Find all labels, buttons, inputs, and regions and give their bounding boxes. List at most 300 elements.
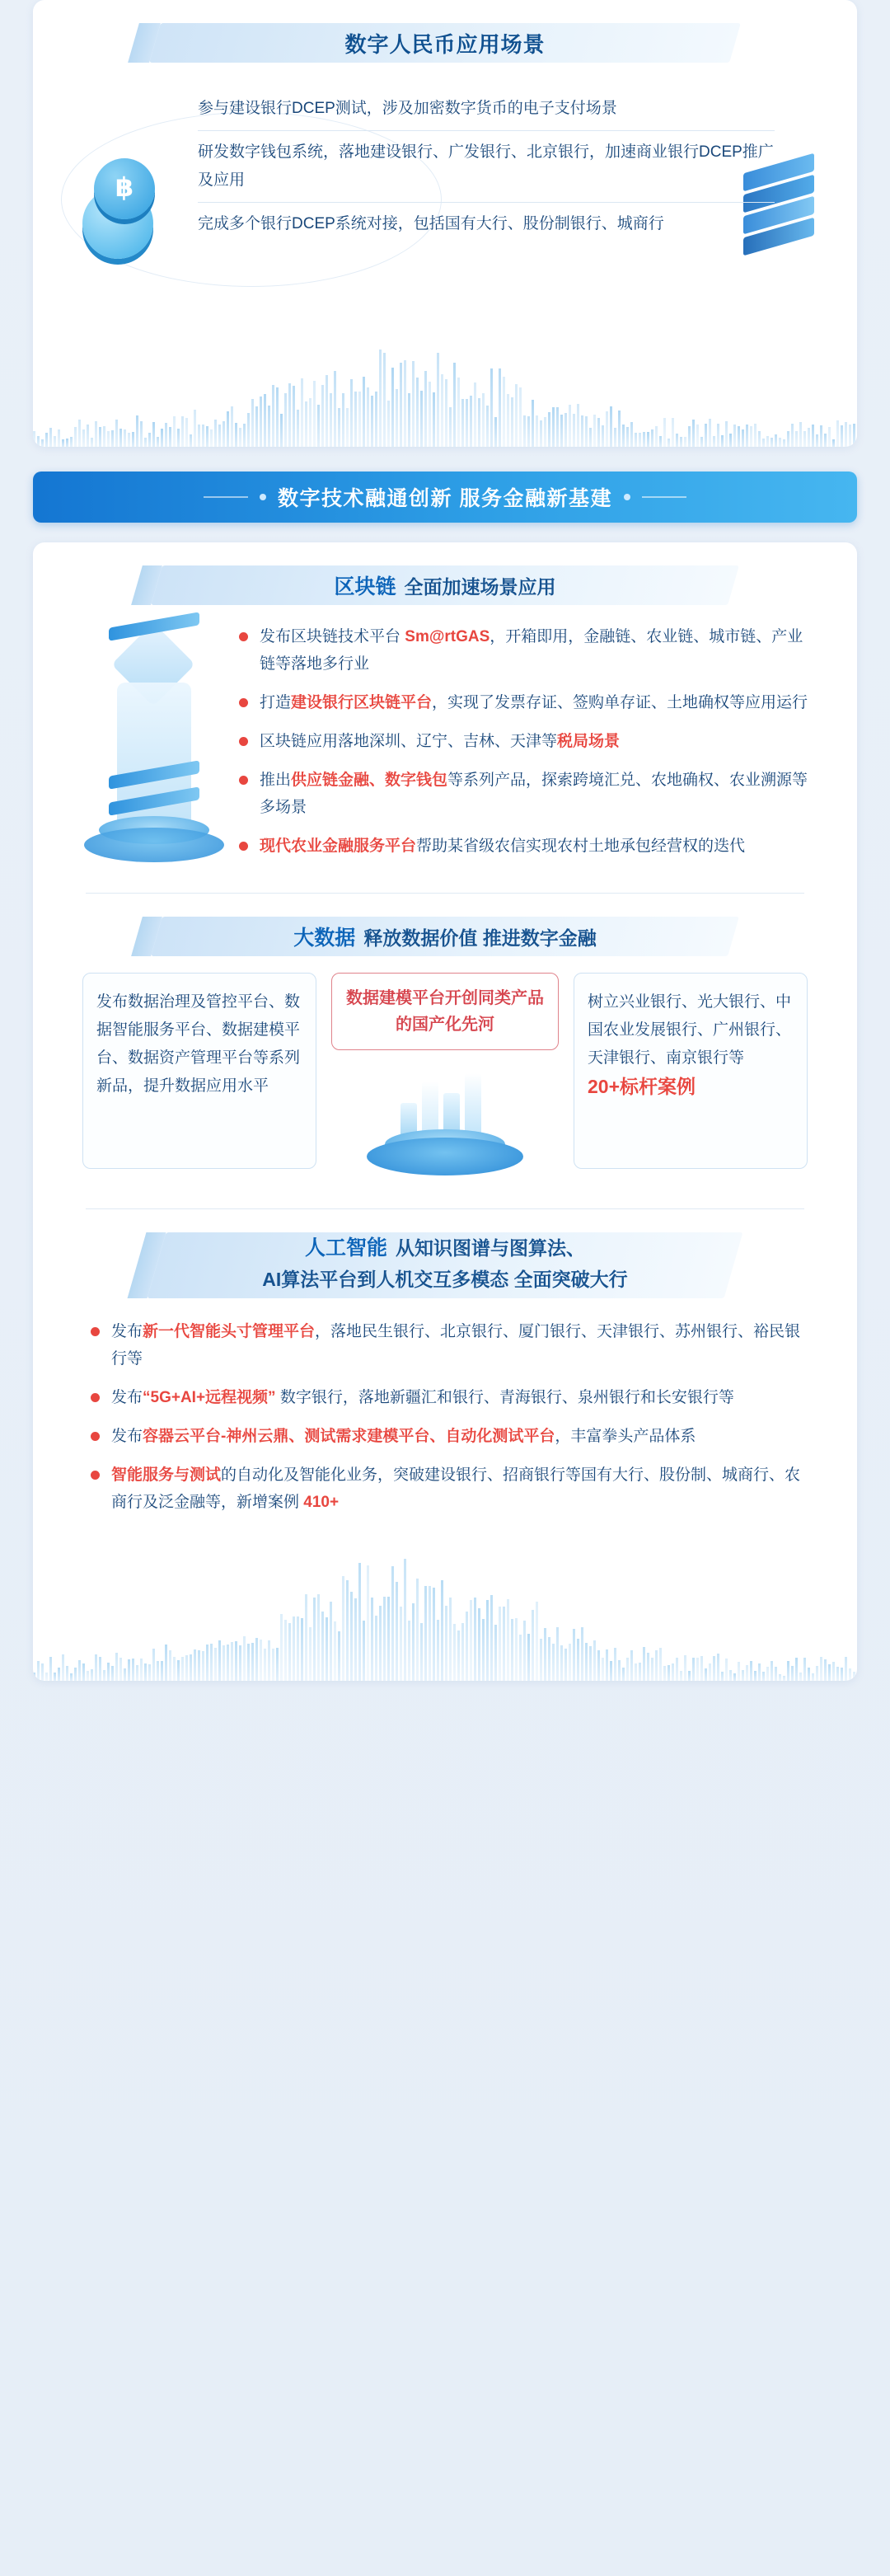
skyline-bar — [350, 1592, 353, 1681]
skyline-bar — [433, 392, 435, 447]
skyline-bar — [754, 424, 756, 447]
skyline-decoration — [33, 348, 857, 447]
skyline-bar — [280, 1614, 283, 1681]
skyline-bar — [552, 1644, 555, 1681]
skyline-bar — [37, 1661, 40, 1681]
skyline-bar — [832, 1662, 835, 1681]
page-title: 数字人民币应用场景 — [344, 31, 546, 57]
skyline-bar — [742, 429, 744, 447]
skyline-bar — [128, 1659, 130, 1681]
skyline-bar — [391, 368, 394, 447]
skyline-bar — [177, 1660, 180, 1681]
skyline-bar — [231, 1642, 233, 1681]
skyline-bar — [227, 1645, 229, 1681]
skyline-bar — [420, 391, 423, 447]
skyline-bar — [527, 1634, 530, 1681]
skyline-bar — [832, 439, 835, 447]
skyline-bar — [651, 429, 653, 447]
bullet-dot-icon — [239, 698, 248, 707]
skyline-bar — [82, 1663, 85, 1681]
skyline-bar — [144, 438, 147, 447]
digital-tech-card — [33, 542, 857, 1681]
skyline-bar — [824, 1659, 827, 1681]
skyline-bar — [457, 378, 460, 447]
skyline-bar — [330, 393, 332, 447]
skyline-bar — [157, 437, 159, 447]
skyline-bar — [74, 1668, 77, 1681]
skyline-bar — [499, 1607, 501, 1681]
skyline-bar — [58, 429, 60, 447]
skyline-bar — [202, 425, 204, 447]
skyline-bar — [239, 1645, 241, 1681]
blockchain-bullet-list — [239, 620, 811, 871]
skyline-bar — [288, 1623, 291, 1681]
skyline-bar — [577, 1639, 579, 1681]
bullet-dot-icon — [239, 737, 248, 746]
skyline-bar — [470, 1600, 472, 1681]
bigdata-heading-ribbon — [33, 915, 857, 958]
skyline-bar — [33, 1673, 35, 1681]
skyline-bar — [383, 1597, 386, 1681]
skyline-bar — [515, 1618, 518, 1681]
skyline-bar — [148, 433, 151, 447]
skyline-bar — [214, 420, 217, 447]
skyline-bar — [519, 387, 522, 447]
skyline-bar — [169, 1650, 171, 1681]
skyline-bar — [119, 1658, 122, 1681]
skyline-bar — [124, 429, 126, 447]
skyline-bar — [424, 371, 427, 447]
skyline-bar — [342, 1576, 344, 1681]
skyline-bar — [482, 1619, 485, 1681]
skyline-bar — [466, 1612, 468, 1681]
skyline-bar — [457, 1631, 460, 1681]
skyline-bar — [700, 437, 703, 447]
platform-lower — [367, 1138, 523, 1175]
skyline-bar — [54, 1673, 56, 1681]
skyline-bar — [775, 434, 777, 447]
skyline-bar — [808, 428, 810, 447]
skyline-bar — [433, 1588, 435, 1681]
skyline-bar — [758, 1663, 761, 1681]
list-item: 区块链应用落地深圳、辽宁、吉林、天津等税局场景 — [239, 728, 811, 755]
skyline-bar — [169, 427, 171, 447]
skyline-bar — [124, 1668, 126, 1681]
skyline-bar — [132, 1659, 134, 1681]
skyline-bar — [564, 1649, 567, 1681]
list-item: 推出供应链金融、数字钱包等系列产品，探索跨境汇兑、农地确权、农业溯源等多场景 — [239, 767, 811, 821]
skyline-bar — [618, 411, 621, 447]
section1-line-list — [198, 87, 775, 246]
skyline-bar — [260, 1640, 262, 1681]
skyline-bar — [680, 1671, 682, 1681]
skyline-bar — [375, 392, 377, 447]
skyline-bar — [626, 427, 629, 447]
skyline-bar — [791, 424, 794, 447]
skyline-bar — [445, 379, 447, 447]
skyline-bar — [836, 1667, 839, 1681]
skyline-bar — [152, 1649, 155, 1681]
skyline-bar — [95, 421, 97, 447]
skyline-bar — [260, 396, 262, 447]
skyline-bar — [358, 392, 361, 447]
skyline-bar — [461, 1623, 464, 1681]
skyline-bar — [313, 1598, 316, 1681]
skyline-bar — [111, 1666, 114, 1681]
skyline-bar — [668, 1665, 670, 1681]
skyline-bar — [379, 1606, 382, 1681]
skyline-bar — [725, 421, 728, 447]
bigdata-quote: 数据建模平台开创同类产品的国产化先河 — [331, 973, 559, 1050]
skyline-bar — [185, 418, 188, 447]
skyline-bar — [424, 1586, 427, 1681]
skyline-bar — [635, 1663, 637, 1681]
skyline-bar — [181, 416, 184, 448]
skyline-bar — [321, 385, 324, 447]
bullet-dot-icon — [239, 632, 248, 641]
skyline-bar — [803, 1658, 806, 1681]
skyline-bar — [828, 427, 831, 447]
skyline-bar — [602, 425, 604, 447]
skyline-bar — [375, 1616, 377, 1681]
skyline-bar — [799, 1673, 802, 1681]
skyline-bar — [317, 1594, 320, 1681]
skyline-bar — [466, 399, 468, 447]
skyline-bar — [194, 1649, 196, 1681]
skyline-bar — [602, 1658, 604, 1681]
skyline-bar — [206, 1645, 208, 1681]
skyline-bar — [293, 386, 295, 447]
skyline-bar — [396, 1582, 398, 1681]
skyline-bar — [437, 1620, 439, 1681]
skyline-bar — [387, 1597, 390, 1681]
skyline-bar — [639, 433, 641, 447]
skyline-bar — [301, 1618, 303, 1681]
skyline-bar — [222, 1645, 225, 1681]
divider — [86, 1208, 804, 1209]
skyline-bar — [544, 417, 546, 447]
skyline-bar — [630, 1650, 633, 1681]
skyline-bar — [87, 1671, 89, 1681]
skyline-bar — [103, 426, 105, 447]
skyline-bar — [486, 406, 489, 447]
skyline-bar — [247, 1644, 250, 1681]
skyline-bar — [136, 415, 138, 447]
skyline-bar — [523, 1621, 526, 1681]
skyline-bar — [474, 1598, 476, 1681]
skyline-bar — [680, 437, 682, 447]
skyline-bar — [622, 1668, 625, 1681]
skyline-bar — [276, 1648, 279, 1681]
skyline-bar — [655, 426, 658, 447]
skyline-bar — [536, 1602, 538, 1682]
skyline-bar — [758, 431, 761, 447]
skyline-bar — [803, 431, 806, 447]
skyline-bar — [297, 1616, 299, 1681]
bullet-dot-icon — [91, 1471, 100, 1480]
skyline-bar — [214, 1648, 217, 1681]
skyline-bar — [820, 1657, 822, 1681]
skyline-bar — [853, 424, 855, 447]
skyline-bar — [408, 393, 410, 447]
skyline-bar — [391, 1566, 394, 1681]
skyline-bar — [461, 399, 464, 447]
bottom-spacer — [0, 1681, 890, 1702]
ai-heading-ribbon — [33, 1231, 857, 1300]
skyline-bar — [136, 1665, 138, 1681]
skyline-bar — [177, 429, 180, 447]
ai-heading-strong: 人工智能 — [304, 1236, 387, 1260]
skyline-bar — [585, 416, 588, 447]
skyline-bar — [210, 1644, 213, 1681]
skyline-bar — [614, 428, 616, 447]
skyline-bar — [672, 1663, 674, 1681]
skyline-bar — [593, 415, 596, 447]
ai-heading-line2-text: AI算法平台到人机交互多模态 全面突破大行 — [262, 1269, 628, 1290]
skyline-bar — [544, 1628, 546, 1681]
skyline-bar — [626, 1658, 629, 1681]
skyline-bar — [404, 360, 406, 447]
skyline-bar — [597, 1650, 600, 1681]
skyline-bar — [305, 401, 307, 447]
skyline-bar — [243, 1636, 246, 1681]
skyline-bar — [276, 387, 279, 448]
ai-bullet-list — [33, 1300, 857, 1536]
skyline-bar — [659, 1648, 662, 1681]
list-item: 打造建设银行区块链平台，实现了发票存证、签购单存证、土地确权等应用运行 — [239, 689, 811, 716]
list-item: 发布“5G+AI+远程视频” 数字银行，落地新疆汇和银行、青海银行、泉州银行和长安银行等 — [91, 1384, 804, 1411]
skyline-bar — [305, 1594, 307, 1681]
skyline-bar — [808, 1668, 810, 1681]
skyline-bar — [824, 434, 827, 447]
skyline-bar — [733, 1673, 736, 1681]
skyline-bar — [799, 422, 802, 447]
skyline-bar — [99, 1657, 101, 1681]
skyline-bar — [115, 1653, 118, 1681]
skyline-bar — [482, 393, 485, 447]
skyline-bar — [515, 384, 518, 447]
skyline-bar — [696, 1658, 699, 1681]
skyline-bar — [750, 1661, 752, 1681]
skyline-bar — [235, 423, 237, 447]
skyline-bar — [449, 407, 452, 447]
skyline-bar — [255, 406, 258, 447]
skyline-bar — [523, 415, 526, 447]
skyline-bar — [841, 425, 843, 447]
bigdata-right-text — [574, 973, 808, 1169]
banner-dot-left — [260, 494, 266, 500]
skyline-bar — [470, 396, 472, 447]
skyline-bar — [338, 408, 340, 447]
skyline-bar — [49, 1657, 52, 1681]
skyline-bar — [705, 424, 707, 447]
skyline-bar — [301, 378, 303, 447]
skyline-bar — [41, 439, 44, 447]
skyline-bar — [161, 1661, 163, 1681]
blockchain-heading-strong: 区块链 — [334, 575, 396, 598]
blockchain-heading-rest: 全面加速场景应用 — [404, 575, 556, 598]
skyline-bar — [548, 412, 550, 447]
skyline-bar — [610, 1661, 612, 1681]
bigdata-right-body: 树立兴业银行、光大银行、中国农业发展银行、广州银行、天津银行、南京银行等 — [588, 993, 792, 1067]
skyline-bar — [729, 1670, 732, 1681]
skyline-bar — [659, 436, 662, 447]
skyline-bar — [441, 1580, 443, 1681]
skyline-bar — [647, 1653, 649, 1681]
skyline-bar — [845, 422, 847, 447]
skyline-bar — [293, 1616, 295, 1681]
skyline-bar — [499, 368, 501, 447]
skyline-bar — [62, 439, 64, 447]
skyline-bar — [115, 420, 118, 447]
banner-dot-right — [624, 494, 630, 500]
bigdata-left-text: 发布数据治理及管控平台、数据智能服务平台、数据建模平台、数据资产管理平台等系列新品，提升数据应用水平 — [82, 973, 316, 1169]
skyline-bar — [766, 1667, 769, 1681]
skyline-bar — [692, 420, 695, 447]
skyline-bar — [721, 435, 724, 447]
skyline-bar — [218, 425, 221, 447]
skyline-bar — [107, 431, 110, 447]
skyline-bar — [532, 400, 534, 447]
bigdata-case-count: 20+标杆案例 — [588, 1076, 696, 1097]
list-item: 完成多个银行DCEP系统对接，包括国有大行、股份制银行、城商行 — [198, 202, 775, 246]
skyline-bar — [569, 405, 571, 447]
list-item: 智能服务与测试的自动化及智能化业务，突破建设银行、招商银行等国有大行、股份制、城商行、农商行及泛金融等，新增案例 410+ — [91, 1462, 804, 1516]
ai-heading-line2 — [262, 1265, 627, 1297]
skyline-bar — [111, 430, 114, 447]
skyline-bar — [647, 432, 649, 447]
skyline-bar — [775, 1667, 777, 1681]
skyline-bar — [78, 420, 81, 447]
skyline-bar — [552, 407, 555, 447]
skyline-bar — [371, 396, 373, 448]
skyline-bar — [66, 439, 68, 447]
skyline-bar — [95, 1654, 97, 1681]
skyline-bar — [206, 426, 208, 447]
skyline-bar — [812, 425, 814, 447]
skyline-bar — [453, 1624, 456, 1681]
skyline-bar — [198, 1650, 200, 1681]
skyline-bar — [218, 1640, 221, 1681]
skyline-bar — [663, 418, 666, 447]
skyline-bar — [635, 433, 637, 447]
skyline-bar — [606, 411, 608, 447]
skyline-bar — [190, 434, 192, 447]
skyline-bar — [239, 428, 241, 447]
skyline-bar — [190, 1654, 192, 1681]
skyline-bar — [313, 381, 316, 447]
skyline-bar — [416, 1579, 419, 1681]
section1-body — [33, 68, 857, 343]
skyline-bar — [676, 1658, 678, 1681]
skyline-bar — [787, 431, 789, 447]
skyline-bar — [503, 1607, 505, 1681]
skyline-bar — [280, 414, 283, 447]
skyline-bar — [527, 416, 530, 447]
skyline-bar — [597, 418, 600, 447]
banner-title: 数字技术融通创新 服务金融新基建 — [278, 487, 612, 510]
bullet-dot-icon — [239, 776, 248, 785]
skyline-bar — [363, 377, 365, 447]
divider — [86, 893, 804, 894]
bigdata-section — [33, 958, 857, 1208]
skyline-bar — [676, 434, 678, 447]
list-item: 参与建设银行DCEP测试，涉及加密数字货币的电子支付场景 — [198, 100, 617, 117]
skyline-bar — [762, 439, 765, 447]
list-item: 发布容器云平台-神州云鼎、测试需求建模平台、自动化测试平台，丰富拳头产品体系 — [91, 1423, 804, 1450]
skyline-bar — [350, 379, 353, 447]
skyline-bar — [828, 1664, 831, 1681]
skyline-bar — [717, 1654, 719, 1681]
skyline-bar — [379, 350, 382, 447]
skyline-bar — [445, 1606, 447, 1681]
skyline-bar — [437, 353, 439, 447]
bigdata-heading-strong: 大数据 — [293, 927, 356, 950]
skyline-bar — [243, 424, 246, 447]
skyline-bar — [338, 1631, 340, 1681]
skyline-bar — [738, 426, 740, 447]
skyline-bar — [816, 1666, 818, 1681]
skyline-bar — [408, 1621, 410, 1681]
skyline-bar — [507, 394, 509, 447]
ai-heading-rest: 从知识图谱与图算法、 — [396, 1237, 585, 1259]
skyline-bar — [247, 413, 250, 447]
skyline-bar — [556, 407, 559, 447]
skyline-bar — [486, 1600, 489, 1681]
skyline-bar — [41, 1663, 44, 1681]
bullet-dot-icon — [91, 1432, 100, 1441]
list-item: 发布新一代智能头寸管理平台，落地民生银行、北京银行、厦门银行、天津银行、苏州银行、裕民银行等 — [91, 1318, 804, 1372]
skyline-bar — [581, 415, 583, 447]
section1-title-ribbon — [33, 18, 857, 68]
skyline-bar — [330, 1602, 332, 1681]
skyline-bar — [346, 1580, 349, 1681]
skyline-bar — [742, 1670, 744, 1681]
skyline-bar — [251, 1643, 254, 1681]
skyline-bar — [836, 420, 839, 447]
skyline-bar — [202, 1651, 204, 1681]
skyline-bar — [771, 438, 773, 447]
skyline-bar — [231, 406, 233, 447]
skyline-bar — [560, 1645, 563, 1681]
skyline-bar — [144, 1663, 147, 1681]
skyline-bar — [173, 416, 176, 447]
skyline-bar — [709, 419, 711, 447]
skyline-bar — [354, 1598, 357, 1681]
skyline-bar — [490, 368, 493, 447]
skyline-bar — [45, 1673, 48, 1681]
skyline-bar — [54, 436, 56, 447]
skyline-bar — [140, 421, 143, 447]
skyline-bar — [363, 1621, 365, 1681]
skyline-bar — [198, 425, 200, 447]
skyline-bar — [643, 432, 645, 447]
skyline-bar — [404, 1559, 406, 1681]
bigdata-heading-rest: 释放数据价值 推进数字金融 — [363, 927, 597, 949]
skyline-bar — [618, 1660, 621, 1681]
skyline-bar — [754, 1671, 756, 1681]
skyline-bar — [181, 1657, 184, 1681]
skyline-bar — [412, 1603, 415, 1681]
skyline-bar — [494, 1625, 497, 1681]
skyline-bar — [91, 438, 93, 447]
skyline-bar — [82, 429, 85, 447]
blockchain-illustration-icon — [66, 620, 239, 867]
skyline-bar — [91, 1669, 93, 1681]
skyline-bar — [429, 1586, 431, 1681]
skyline-bar — [581, 1627, 583, 1681]
bullet-dot-icon — [91, 1327, 100, 1336]
